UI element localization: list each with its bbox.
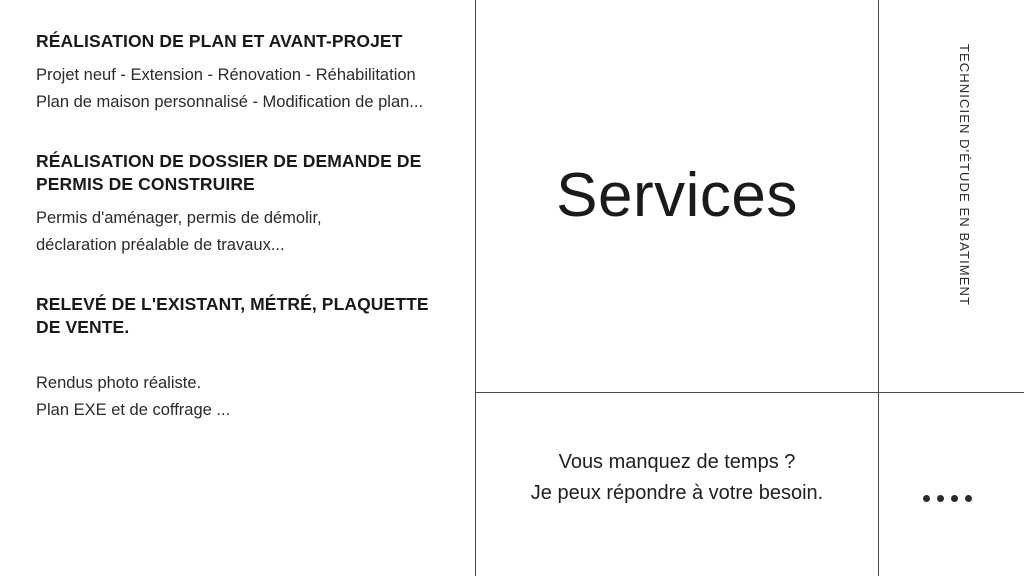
sidebar-vertical <box>879 0 1024 392</box>
service-body-3 <box>36 370 441 423</box>
pagination-dots[interactable] <box>879 393 1024 576</box>
spacer <box>36 263 441 293</box>
service-body-3-line-2: Plan EXE et de coffrage ... <box>36 400 231 419</box>
service-body-1 <box>36 62 441 115</box>
service-body-1-line-1: Projet neuf - Extension - Rénovation - Réhabilitation <box>36 66 416 85</box>
service-body-2-line-1: Permis d'aménager, permis de démolir, <box>36 209 322 228</box>
spacer <box>36 339 441 361</box>
page-title: Services <box>556 161 798 230</box>
service-body-1-line-2: Plan de maison personnalisé - Modification de plan... <box>36 92 424 111</box>
dot-icon[interactable] <box>965 495 972 502</box>
tagline-panel <box>476 393 878 576</box>
service-body-2 <box>36 205 441 258</box>
service-block-1 <box>36 30 441 116</box>
service-body-2-line-2: déclaration préalable de travaux... <box>36 235 285 254</box>
dot-icon[interactable] <box>923 495 930 502</box>
tagline-line-1: Vous manquez de temps ? <box>558 450 796 473</box>
title-panel <box>476 0 878 392</box>
service-title-2: RÉALISATION DE DOSSIER DE DEMANDE DE PERMIS DE CONSTRUIRE <box>36 150 422 194</box>
services-list <box>0 0 475 576</box>
service-title-3: RELEVÉ DE L'EXISTANT, MÉTRÉ, PLAQUETTE DE VENTE. <box>36 293 429 337</box>
dot-icon[interactable] <box>951 495 958 502</box>
dot-icon[interactable] <box>937 495 944 502</box>
service-body-3-line-1: Rendus photo réaliste. <box>36 374 202 393</box>
spacer <box>36 120 441 150</box>
tagline-line-2: Je peux répondre à votre besoin. <box>530 481 824 504</box>
service-block-3 <box>36 293 441 424</box>
service-block-2 <box>36 150 441 259</box>
vertical-role-label: TECHNICIEN D'ÉTUDE EN BATIMENT <box>957 44 972 307</box>
service-title-1: RÉALISATION DE PLAN ET AVANT-PROJET <box>36 31 403 51</box>
